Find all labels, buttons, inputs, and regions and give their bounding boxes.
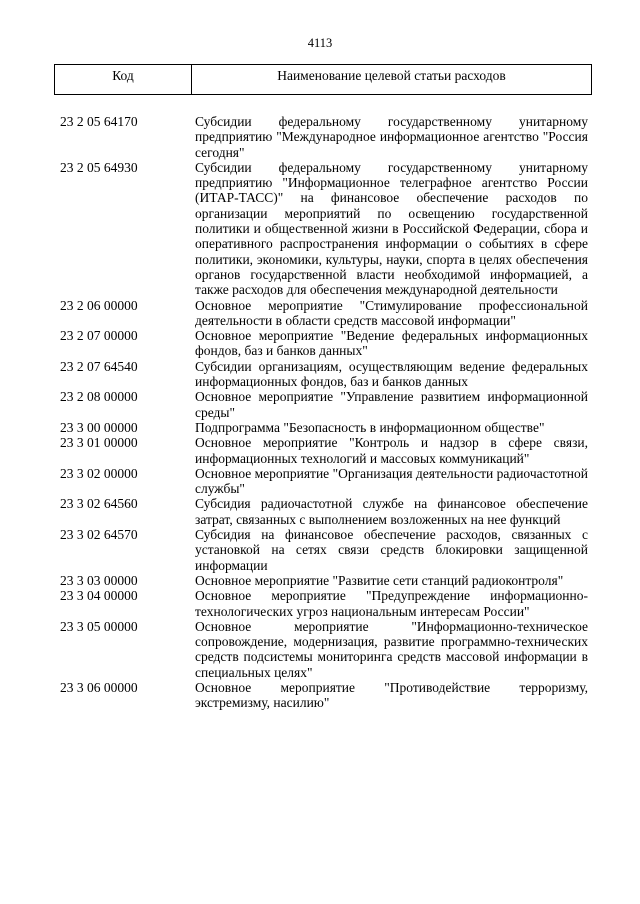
row-code: 23 2 06 00000 [60, 297, 138, 313]
row-description: Субсидии федеральному государственному унитарному предприятию "Международное информационное агентство "Россия сегодня" [195, 114, 588, 160]
row-description: Субсидии организациям, осуществляющим ведение федеральных информационных фондов, баз и банков данных [195, 358, 588, 390]
row-code: 23 3 01 00000 [60, 435, 138, 451]
row-description: Основное мероприятие "Организация деятельности радиочастотной службы" [195, 465, 588, 497]
row-description: Основное мероприятие "Контроль и надзор в сфере связи, информационных технологий и массовых коммуникаций" [195, 435, 588, 466]
row-code: 23 3 03 00000 [60, 572, 138, 588]
row-code: 23 2 07 00000 [60, 328, 138, 344]
table-row [60, 466, 588, 497]
row-code: 23 2 05 64170 [60, 114, 138, 129]
row-code: 23 2 05 64930 [60, 159, 138, 175]
row-description: Основное мероприятие "Информационно-техническое сопровождение, модернизация, развитие программно-технических средств подсистемы мониторинга средств массовой информации в специальных целях" [195, 618, 588, 680]
row-description: Основное мероприятие "Ведение федеральных информационных фондов, баз и банков данных" [195, 328, 588, 359]
table-row [60, 420, 588, 435]
table-row [60, 328, 588, 359]
row-description: Основное мероприятие "Стимулирование профессиональной деятельности в области средств массовой информации" [195, 297, 588, 328]
row-description: Основное мероприятие "Управление развитием информационной среды" [195, 389, 588, 420]
row-code: 23 3 04 00000 [60, 588, 138, 604]
table-row [60, 389, 588, 420]
table-row [60, 160, 588, 298]
row-code: 23 3 00 00000 [60, 419, 138, 435]
table-header [54, 64, 592, 95]
row-code: 23 3 06 00000 [60, 679, 138, 695]
row-code: 23 3 05 00000 [60, 618, 138, 634]
table-row [60, 619, 588, 680]
budget-item-list [60, 114, 588, 711]
row-description: Субсидии федеральному государственному унитарному предприятию "Информационное телеграфное агентство России (ИТАР-ТАСС)" на финансовое обеспечение расходов по организации мероприятий по освещению государственной политики и общественной жизни в Российской Федерации, сбора и оперативного распространения информации о событиях в сфере политики, экономики, культуры, науки, спорта в целях обеспечения органов государственной власти необходимой информацией, а также расходов для обеспечения международной деятельности [195, 159, 588, 298]
row-description: Основное мероприятие "Противодействие терроризму, экстремизму, насилию" [195, 679, 588, 711]
table-row [60, 573, 588, 588]
table-row [60, 496, 588, 527]
row-code: 23 3 02 64560 [60, 496, 138, 512]
table-row [60, 114, 588, 160]
table-row [60, 588, 588, 619]
row-code: 23 2 08 00000 [60, 389, 138, 405]
table-row [60, 435, 588, 466]
header-code-column: Код [55, 65, 192, 94]
table-row [60, 298, 588, 329]
table-row [60, 680, 588, 711]
row-description: Основное мероприятие "Развитие сети станций радиоконтроля" [195, 572, 564, 588]
row-code: 23 3 02 00000 [60, 465, 138, 481]
table-row [60, 527, 588, 573]
header-name-column: Наименование целевой статьи расходов [277, 68, 506, 83]
row-code: 23 2 07 64540 [60, 358, 138, 374]
table-row [60, 359, 588, 390]
row-code: 23 3 02 64570 [60, 527, 138, 543]
row-description: Субсидия радиочастотной службе на финансовое обеспечение затрат, связанных с выполнением возложенных на нее функций [195, 496, 588, 527]
row-description: Субсидия на финансовое обеспечение расходов, связанных с установкой на сетях связи средств блокировки защищенной информации [195, 527, 588, 573]
page-number: 4113 [307, 36, 333, 50]
row-description: Основное мероприятие "Предупреждение информационно-технологических угроз национальным интересам России" [195, 588, 588, 619]
row-description: Подпрограмма "Безопасность в информационном обществе" [195, 419, 545, 435]
